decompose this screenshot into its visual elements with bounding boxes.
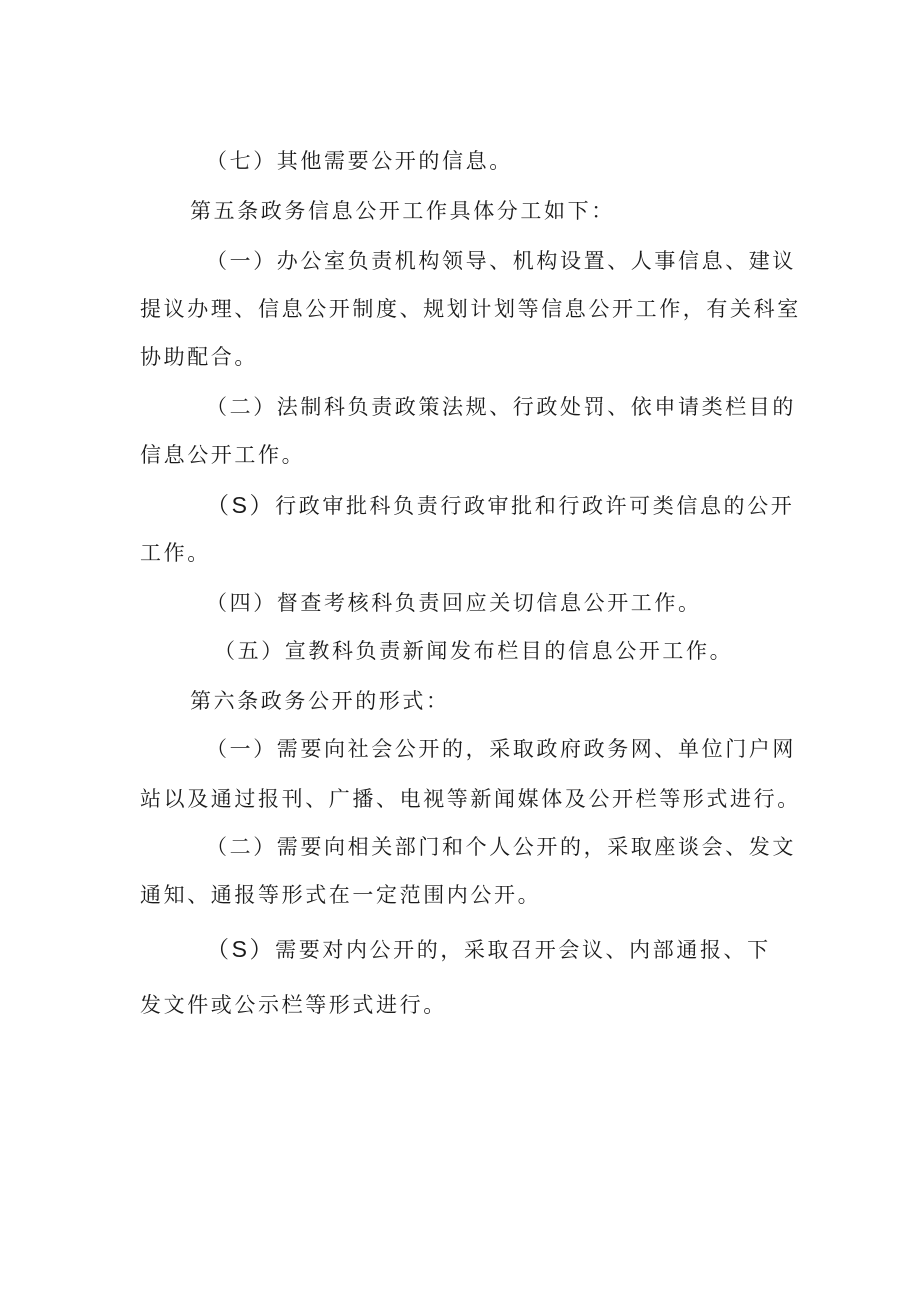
paragraph-line: （二）需要向相关部门和个人公开的，采取座谈会、发文: [206, 835, 796, 859]
paragraph-line: （一）办公室负责机构领导、机构设置、人事信息、建议: [206, 249, 796, 273]
paragraph-line: （五）宣教科负责新闻发布栏目的信息公开工作。: [214, 639, 734, 663]
paragraph-line-s: [206, 490, 856, 521]
s-section-mark: （S）: [206, 936, 276, 962]
paragraph-line: （七）其他需要公开的信息。: [206, 149, 513, 173]
paragraph-text: 行政审批科负责行政审批和行政许可类信息的公开: [275, 494, 795, 518]
paragraph-line: 提议办理、信息公开制度、规划计划等信息公开工作，有关科室: [140, 297, 801, 321]
paragraph-line: （四）督查考核科负责回应关切信息公开工作。: [206, 591, 702, 615]
paragraph-text: 需要对内公开的，采取召开会议、内部通报、下: [275, 938, 771, 962]
paragraph-line: 通知、通报等形式在一定范围内公开。: [140, 883, 542, 907]
paragraph-line: 站以及通过报刊、广播、电视等新闻媒体及公开栏等形式进行。: [140, 787, 801, 811]
paragraph-line: （二）法制科负责政策法规、行政处罚、依申请类栏目的: [206, 395, 796, 419]
paragraph-line: （一）需要向社会公开的，采取政府政务网、单位门户网: [206, 737, 796, 761]
paragraph-line: 第六条政务公开的形式：: [190, 689, 450, 713]
paragraph-line-s: [206, 934, 856, 965]
s-section-mark: （S）: [206, 492, 276, 518]
paragraph-line: 工作。: [140, 541, 211, 565]
paragraph-line: 协助配合。: [140, 345, 258, 369]
paragraph-line: 发文件或公示栏等形式进行。: [140, 993, 447, 1017]
paragraph-line: 信息公开工作。: [140, 443, 306, 467]
paragraph-line: 第五条政务信息公开工作具体分工如下：: [190, 199, 615, 223]
